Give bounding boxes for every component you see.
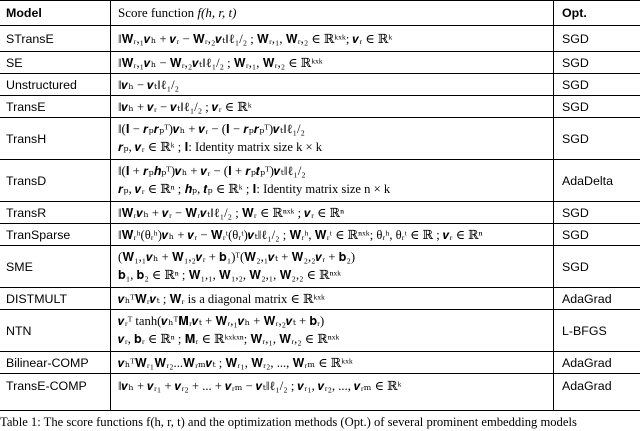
table-caption: Table 1: The score functions f(h, r, t) and the optimization methods (Opt.) of several prominent embedding models	[0, 415, 577, 429]
score-function-line: ‖𝒗ₕ + 𝒗ᵣ₁ + 𝒗ᵣ₂ + ... + 𝒗ᵣₘ − 𝒗ₜ‖ℓ₁/₂ ; 𝒗ᵣ₁, 𝒗ᵣ₂, ..., 𝒗ᵣₘ ∈ ℝᵏ	[118, 378, 402, 393]
score-function-line: ‖(𝐈 + 𝒓ₚ𝒉ₚᵀ)𝒗ₕ + 𝒗ᵣ − (𝐈 + 𝒓ₚ𝒕ₚᵀ)𝒗ₜ‖ℓ₁/₂	[118, 164, 306, 178]
score-function-line: 𝒗ₕᵀ𝐖ᵣ𝒗ₜ ; 𝐖ᵣ is a diagonal matrix ∈ ℝᵏˣᵏ	[118, 291, 325, 306]
table-row	[0, 288, 640, 310]
table-row	[0, 96, 640, 118]
model-name: TransH	[6, 131, 47, 146]
table-row	[0, 374, 640, 397]
table-row	[0, 246, 640, 288]
table-row	[0, 52, 640, 74]
model-name: TransE-COMP	[6, 378, 87, 393]
optimizer: L-BFGS	[562, 323, 607, 338]
table-row	[0, 160, 640, 202]
score-function-line: ‖𝐖ᵣʰ(θᵣʰ)𝒗ₕ + 𝒗ᵣ − 𝐖ᵣᵗ(θᵣᵗ)𝒗ₜ‖ℓ₁/₂ ; 𝐖ᵣʰ, 𝐖ᵣᵗ ∈ ℝⁿˣᵏ; θᵣʰ, θᵣᵗ ∈ ℝ ; 𝒗ᵣ ∈ ℝⁿ	[118, 227, 483, 242]
score-function-line: ‖𝐖ᵣ,₁𝒗ₕ − 𝐖ᵣ,₂𝒗ₜ‖ℓ₁/₂ ; 𝐖ᵣ,₁, 𝐖ᵣ,₂ ∈ ℝᵏˣᵏ	[118, 55, 323, 70]
optimizer: SGD	[562, 55, 589, 70]
model-name: Bilinear-COMP	[6, 355, 89, 370]
table-row	[0, 202, 640, 224]
optimizer: SGD	[562, 99, 589, 114]
score-function-line: 𝒗ᵣ, 𝐛ᵣ ∈ ℝⁿ ; 𝐌ᵣ ∈ ℝᵏˣᵏˣⁿ; 𝐖ᵣ,₁, 𝐖ᵣ,₂ ∈ ℝⁿˣᵏ	[118, 332, 340, 346]
model-name: STransE	[6, 31, 54, 46]
score-function-line: ‖(𝐈 − 𝒓ₚ𝒓ₚᵀ)𝒗ₕ + 𝒗ᵣ − (𝐈 − 𝒓ₚ𝒓ₚᵀ)𝒗ₜ‖ℓ₁/₂	[118, 122, 305, 136]
header-model: Model	[6, 6, 42, 20]
table-row	[0, 352, 640, 374]
score-function-line: 𝒓ₚ, 𝒗ᵣ ∈ ℝᵏ ; 𝐈: Identity matrix size k × k	[118, 140, 323, 154]
model-name: TransE	[6, 99, 46, 114]
model-name: TransR	[6, 205, 47, 220]
optimizer: SGD	[562, 31, 589, 46]
table-row	[0, 310, 640, 352]
optimizer: SGD	[562, 205, 589, 220]
optimizer: SGD	[562, 227, 589, 242]
score-function-line: 𝒗ᵣᵀ tanh(𝒗ₕᵀ𝐌ᵣ𝒗ₜ + 𝐖ᵣ,₁𝒗ₕ + 𝐖ᵣ,₂𝒗ₜ + 𝐛ᵣ)	[118, 314, 325, 328]
model-name: TranSparse	[6, 227, 71, 242]
header-score-prefix: Score function	[118, 5, 195, 20]
table-header-row	[0, 1, 640, 26]
score-function-line: ‖𝐖ᵣ,₁𝒗ₕ + 𝒗ᵣ − 𝐖ᵣ,₂𝒗ₜ‖ℓ₁/₂ ; 𝐖ᵣ,₁, 𝐖ᵣ,₂ ∈ ℝᵏˣᵏ; 𝒗ᵣ ∈ ℝᵏ	[118, 31, 393, 46]
optimizer: SGD	[562, 77, 589, 92]
table-row	[0, 118, 640, 160]
model-name: SME	[6, 259, 33, 274]
optimizer: AdaDelta	[562, 173, 613, 188]
header-opt: Opt.	[562, 6, 587, 20]
score-function-line: ‖𝐖ᵣ𝒗ₕ + 𝒗ᵣ − 𝐖ᵣ𝒗ₜ‖ℓ₁/₂ ; 𝐖ᵣ ∈ ℝⁿˣᵏ ; 𝒗ᵣ ∈ ℝⁿ	[118, 205, 345, 220]
score-function-line: 𝐛₁, 𝐛₂ ∈ ℝⁿ ; 𝐖₁,₁, 𝐖₁,₂, 𝐖₂,₁, 𝐖₂,₂ ∈ ℝⁿˣᵏ	[118, 268, 342, 282]
model-name: TransD	[6, 173, 47, 188]
model-name: NTN	[6, 323, 32, 338]
score-function-line: ‖𝒗ₕ + 𝒗ᵣ − 𝒗ₜ‖ℓ₁/₂ ; 𝒗ᵣ ∈ ℝᵏ	[118, 99, 252, 114]
header-score-formula: f(h, r, t)	[197, 5, 237, 20]
model-name: Unstructured	[6, 77, 77, 92]
score-function-line: (𝐖₁,₁𝒗ₕ + 𝐖₁,₂𝒗ᵣ + 𝐛₁)ᵀ(𝐖₂,₁𝒗ₜ + 𝐖₂,₂𝒗ᵣ + 𝐛₂)	[118, 250, 356, 264]
score-function-line: ‖𝒗ₕ − 𝒗ₜ‖ℓ₁/₂	[118, 77, 179, 92]
table-row	[0, 224, 640, 246]
table-row	[0, 74, 640, 96]
header-score-function	[118, 5, 236, 21]
optimizer: AdaGrad	[562, 378, 612, 393]
table-row	[0, 26, 640, 52]
optimizer: SGD	[562, 131, 589, 146]
optimizer: SGD	[562, 259, 589, 274]
optimizer: AdaGrad	[562, 291, 612, 306]
score-function-line: 𝒓ₚ, 𝒗ᵣ ∈ ℝⁿ ; 𝒉ₚ, 𝒕ₚ ∈ ℝᵏ ; 𝐈: Identity matrix size n × k	[118, 182, 391, 196]
model-name: DISTMULT	[6, 291, 68, 306]
model-name: SE	[6, 55, 23, 70]
score-function-line: 𝒗ₕᵀ𝐖ᵣ₁𝐖ᵣ₂...𝐖ᵣₘ𝒗ₜ ; 𝐖ᵣ₁, 𝐖ᵣ₂, ..., 𝐖ᵣₘ ∈ ℝᵏˣᵏ	[118, 355, 353, 370]
optimizer: AdaGrad	[562, 355, 612, 370]
